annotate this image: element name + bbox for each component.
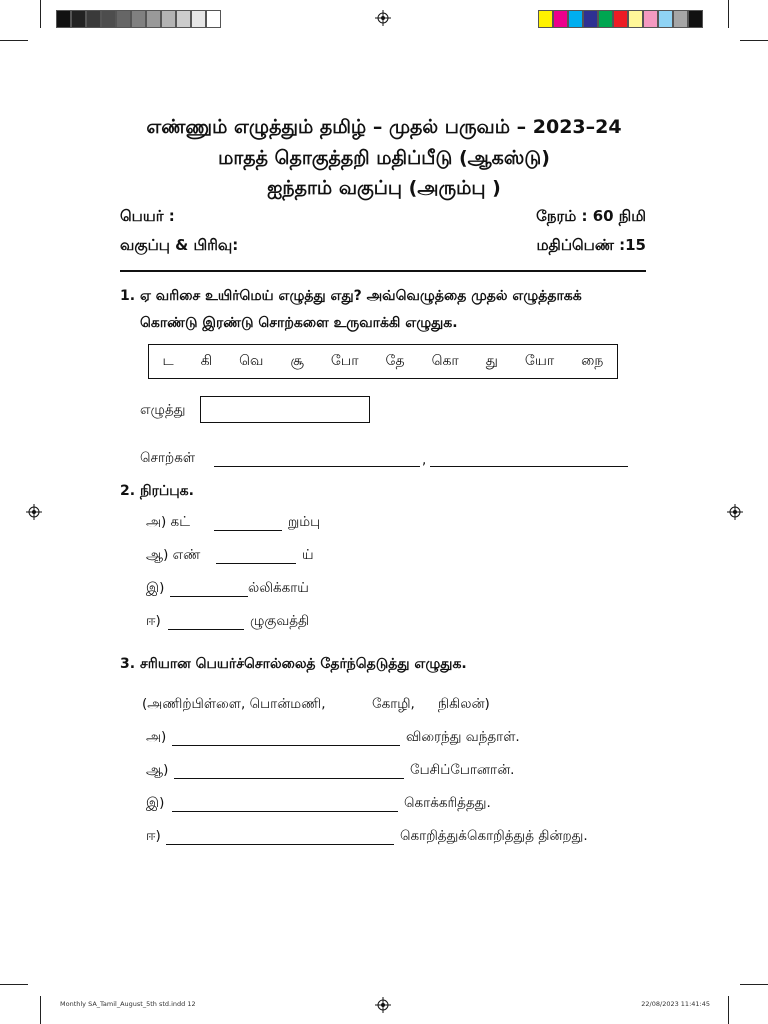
q2-answer-line[interactable] xyxy=(216,563,296,564)
q2-item-suffix: ழுகுவத்தி xyxy=(250,613,310,629)
q2-item-suffix: றும்பு xyxy=(288,514,321,530)
q1-number: 1. xyxy=(120,288,136,304)
color-swatch xyxy=(628,10,643,28)
color-swatch xyxy=(101,10,116,28)
q3-option: (அணிற்பிள்ளை, பொன்மணி, xyxy=(142,696,326,712)
letter-choice: சூ xyxy=(290,352,304,369)
crop-mark xyxy=(728,0,729,28)
cmyk-color-bar xyxy=(538,10,703,28)
q3-item-prefix: இ) xyxy=(146,795,165,811)
q2-item-prefix: ஆ) எண் xyxy=(146,547,201,563)
color-swatch xyxy=(116,10,131,28)
letter-choice: து xyxy=(485,352,498,369)
registration-mark-icon xyxy=(727,504,743,520)
page-title: எண்ணும் எழுத்தும் தமிழ் – முதல் பருவம் – 2023–24 xyxy=(146,116,622,138)
q3-option: கோழி, xyxy=(372,696,415,712)
q3-item-suffix: கொறித்துக்கொறித்துத் தின்றது. xyxy=(400,828,588,844)
q3-answer-line[interactable] xyxy=(174,778,404,779)
letter-choice: யோ xyxy=(524,352,555,369)
color-swatch xyxy=(71,10,86,28)
q2-item-prefix: ஈ) xyxy=(146,613,161,629)
letter-choice: ட xyxy=(162,352,174,369)
q2-number: 2. xyxy=(120,483,136,499)
color-swatch xyxy=(583,10,598,28)
color-swatch xyxy=(131,10,146,28)
q2-text: நிரப்புக. xyxy=(140,483,194,499)
color-swatch xyxy=(568,10,583,28)
q1-text-line1: ஏ வரிசை உயிர்மெய் எழுத்து எது? அவ்வெழுத்தை முதல் எழுத்தாகக் xyxy=(140,288,582,304)
q3-item-suffix: விரைந்து வந்தாள். xyxy=(406,729,520,745)
color-swatch xyxy=(643,10,658,28)
marks-label: மதிப்பெண் :15 xyxy=(536,236,646,254)
q3-item-prefix: ஈ) xyxy=(146,828,161,844)
comma: , xyxy=(422,452,427,468)
color-swatch xyxy=(56,10,71,28)
file-slug: Monthly SA_Tamil_August_5th std.indd 12 xyxy=(60,1000,196,1008)
color-swatch xyxy=(176,10,191,28)
crop-mark xyxy=(740,40,768,41)
color-swatch xyxy=(673,10,688,28)
crop-mark xyxy=(40,996,41,1024)
letter-choice: வெ xyxy=(239,352,264,369)
words-label: சொற்கள் xyxy=(140,450,196,466)
letter-choice: போ xyxy=(330,352,359,369)
q2-item-prefix: அ) கட் xyxy=(146,514,190,530)
q3-answer-line[interactable] xyxy=(172,745,400,746)
color-swatch xyxy=(658,10,673,28)
crop-mark xyxy=(740,984,768,985)
q2-answer-line[interactable] xyxy=(214,530,282,531)
color-swatch xyxy=(538,10,553,28)
q3-item-prefix: ஆ) xyxy=(146,762,169,778)
class-section-label: வகுப்பு & பிரிவு: xyxy=(120,236,239,254)
word-answer-line-2[interactable] xyxy=(430,466,628,467)
q3-item-prefix: அ) xyxy=(146,729,167,745)
color-swatch xyxy=(688,10,703,28)
letter-choices-box xyxy=(148,344,618,379)
color-swatch xyxy=(553,10,568,28)
color-swatch xyxy=(613,10,628,28)
q2-item-prefix: இ) xyxy=(146,580,165,596)
time-label: நேரம் : 60 நிமி xyxy=(536,207,646,225)
q2-answer-line[interactable] xyxy=(168,629,244,630)
class-title: ஐந்தாம் வகுப்பு (அரும்பு ) xyxy=(267,177,501,199)
color-swatch xyxy=(146,10,161,28)
q2-item-suffix: ல்லிக்காய் xyxy=(248,580,309,596)
letter-label: எழுத்து xyxy=(140,402,186,418)
q1-text-line2: கொண்டு இரண்டு சொற்களை உருவாக்கி எழுதுக. xyxy=(140,315,458,331)
q3-answer-line[interactable] xyxy=(172,811,398,812)
color-swatch xyxy=(191,10,206,28)
name-label: பெயர் : xyxy=(120,207,175,225)
print-timestamp: 22/08/2023 11:41:45 xyxy=(641,1000,710,1008)
q3-answer-line[interactable] xyxy=(166,844,394,845)
color-swatch xyxy=(206,10,221,28)
letter-choice: நை xyxy=(581,352,604,369)
letter-answer-box[interactable] xyxy=(200,396,370,423)
q3-item-suffix: கொக்கரித்தது. xyxy=(404,795,491,811)
page-subtitle: மாதத் தொகுத்தறி மதிப்பீடு (ஆகஸ்டு) xyxy=(218,147,550,169)
q3-option: நிகிலன்) xyxy=(438,696,490,712)
crop-mark xyxy=(728,996,729,1024)
q3-number: 3. xyxy=(120,656,136,672)
grayscale-color-bar xyxy=(56,10,221,28)
crop-mark xyxy=(0,40,28,41)
crop-mark xyxy=(40,0,41,28)
word-answer-line-1[interactable] xyxy=(214,466,420,467)
q3-item-suffix: பேசிப்போனான். xyxy=(410,762,515,778)
q2-item-suffix: ய் xyxy=(302,547,314,563)
letter-choice: கி xyxy=(200,352,213,369)
color-swatch xyxy=(598,10,613,28)
registration-mark-icon xyxy=(375,997,391,1013)
registration-mark-icon xyxy=(26,504,42,520)
color-swatch xyxy=(161,10,176,28)
q2-answer-line[interactable] xyxy=(170,596,248,597)
letter-choice: கொ xyxy=(431,352,459,369)
header-divider xyxy=(120,270,646,272)
color-swatch xyxy=(86,10,101,28)
letter-choice: தே xyxy=(385,352,405,369)
crop-mark xyxy=(0,984,28,985)
registration-mark-icon xyxy=(375,10,391,26)
q3-text: சரியான பெயர்ச்சொல்லைத் தேர்ந்தெடுத்து எழுதுக. xyxy=(140,656,467,672)
